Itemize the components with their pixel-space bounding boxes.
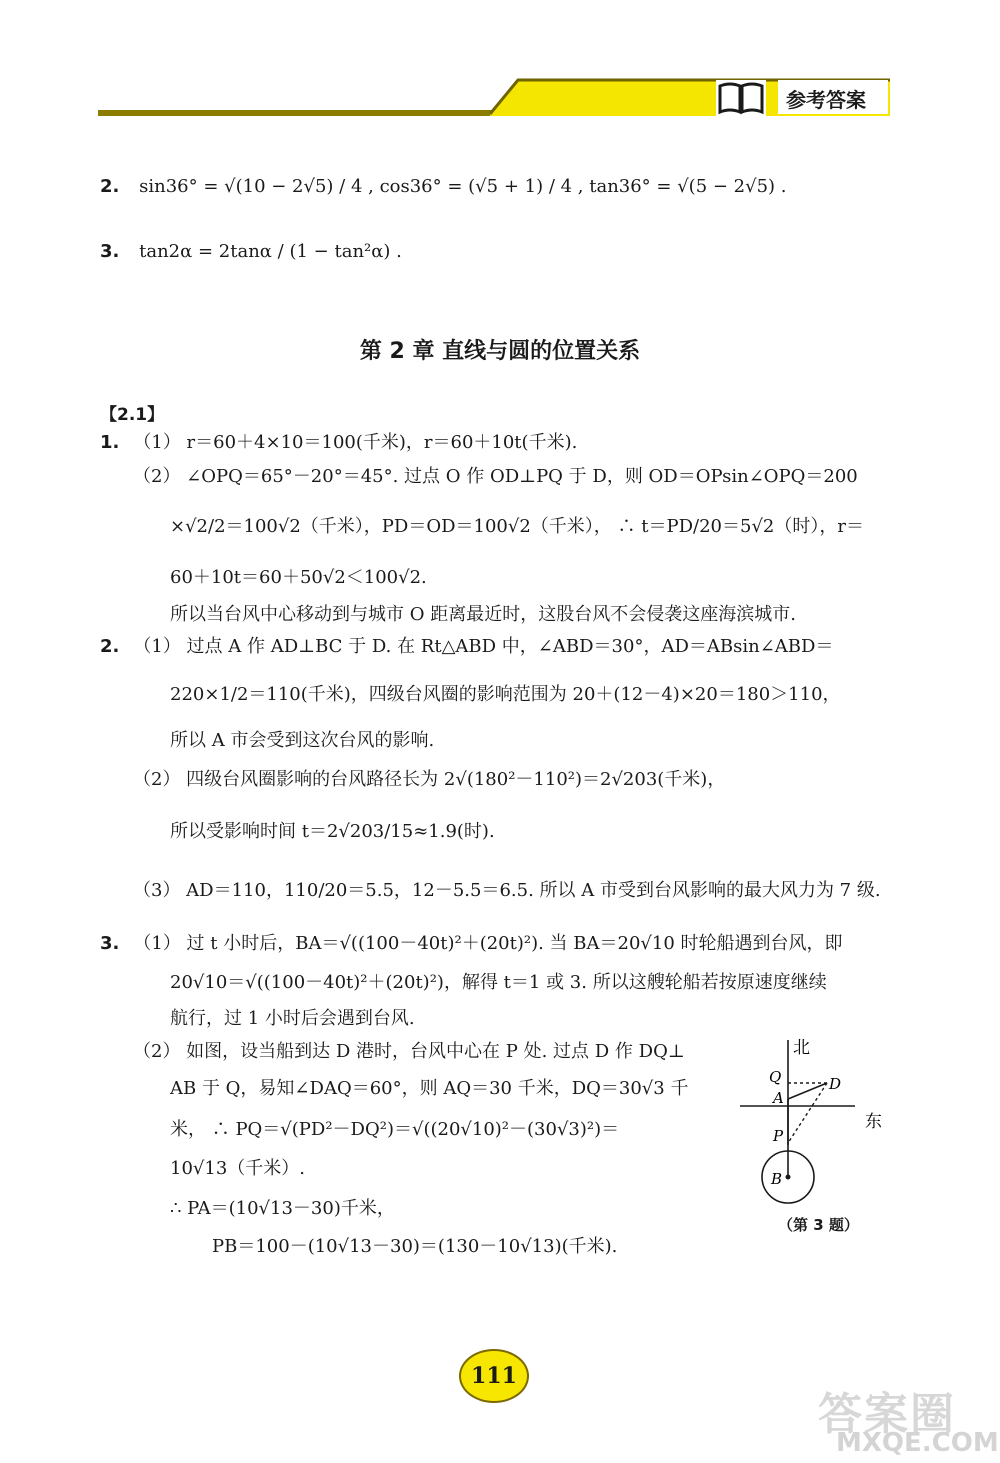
point-b — [786, 1175, 791, 1180]
label-east: 东 — [865, 1112, 882, 1132]
open-book-icon — [716, 80, 766, 116]
label-p: P — [773, 1127, 784, 1145]
header-label: 参考答案 — [786, 88, 866, 112]
label-north: 北 — [793, 1038, 810, 1058]
page-number: 111 — [459, 1349, 529, 1403]
answer-line: PB＝100－(10√13－30)＝(130－10√13)(千米). — [212, 1236, 618, 1257]
section-label: 【2.1】 — [100, 405, 165, 425]
answer-line: 220×1/2＝110(千米)，四级台风圈的影响范围为 20＋(12－4)×20＝180＞110， — [170, 684, 841, 705]
prev-answer-3: 3. tan2α = 2tanα / (1 − tan²α) . — [100, 241, 402, 262]
label-q: Q — [769, 1068, 782, 1086]
label-b: B — [771, 1170, 783, 1188]
figure-caption: （第 3 题） — [778, 1216, 859, 1234]
answer-line: 航行，过 1 小时后会遇到台风. — [170, 1008, 415, 1029]
watermark-url: MXQE.COM — [836, 1428, 999, 1458]
watermark-logo: 答案圈 — [818, 1389, 956, 1440]
segment-dp — [788, 1083, 827, 1143]
answer-line: 3. （1） 过 t 小时后，BA＝√((100－40t)²＋(20t)²). 当 BA＝20√10 时轮船遇到台风，即 — [100, 933, 843, 954]
chapter-title: 第 2 章 直线与圆的位置关系 — [359, 339, 641, 364]
answer-line: 所以受影响时间 t＝2√203/15≈1.9(时). — [170, 821, 495, 842]
label-a: A — [773, 1089, 784, 1107]
answer-line: （2） ∠OPQ＝65°－20°＝45°. 过点 O 作 OD⊥PQ 于 D，则 OD＝OPsin∠OPQ＝200 — [133, 466, 858, 487]
answer-line: AB 于 Q，易知∠DAQ＝60°，则 AQ＝30 千米，DQ＝30√3 千 — [170, 1078, 689, 1099]
answer-line: （3） AD＝110，110/20＝5.5，12－5.5＝6.5. 所以 A 市受到台风影响的最大风力为 7 级. — [133, 880, 881, 901]
problem-3-figure — [735, 1035, 895, 1210]
answer-line: 10√13（千米）. — [170, 1158, 305, 1179]
answer-line: ∴ PA＝(10√13－30)千米， — [170, 1198, 395, 1219]
answer-line: 20√10＝√((100－40t)²＋(20t)²)，解得 t＝1 或 3. 所以这艘轮船若按原速度继续 — [170, 972, 827, 993]
answer-line: 所以 A 市会受到这次台风的影响. — [170, 730, 435, 751]
segment-ad — [788, 1083, 827, 1099]
answer-line: （2） 如图，设当船到达 D 港时，台风中心在 P 处. 过点 D 作 DQ⊥ — [133, 1041, 685, 1062]
answer-line: 1. （1） r＝60＋4×10＝100(千米)，r＝60＋10t(千米). — [100, 432, 578, 453]
answer-line: ×√2/2＝100√2（千米），PD＝OD＝100√2（千米）， ∴ t＝PD/20＝5√2（时），r＝ — [170, 516, 864, 537]
prev-answer-2: 2. sin36° = √(10 − 2√5) / 4 , cos36° = (√5 + 1) / 4 , tan36° = √(5 − 2√5) . — [100, 176, 787, 197]
answer-line: 60＋10t＝60＋50√2＜100√2. — [170, 567, 427, 588]
label-d: D — [829, 1075, 842, 1093]
answer-line: 2. （1） 过点 A 作 AD⊥BC 于 D. 在 Rt△ABD 中，∠ABD＝30°，AD＝ABsin∠ABD＝ — [100, 636, 834, 657]
answer-line: 所以当台风中心移动到与城市 O 距离最近时，这股台风不会侵袭这座海滨城市. — [170, 604, 796, 625]
answer-line: （2） 四级台风圈影响的台风路径长为 2√(180²－110²)＝2√203(千米)， — [133, 769, 726, 790]
answer-line: 米， ∴ PQ＝√(PD²－DQ²)＝√((20√10)²－(30√3)²)＝ — [170, 1119, 620, 1140]
